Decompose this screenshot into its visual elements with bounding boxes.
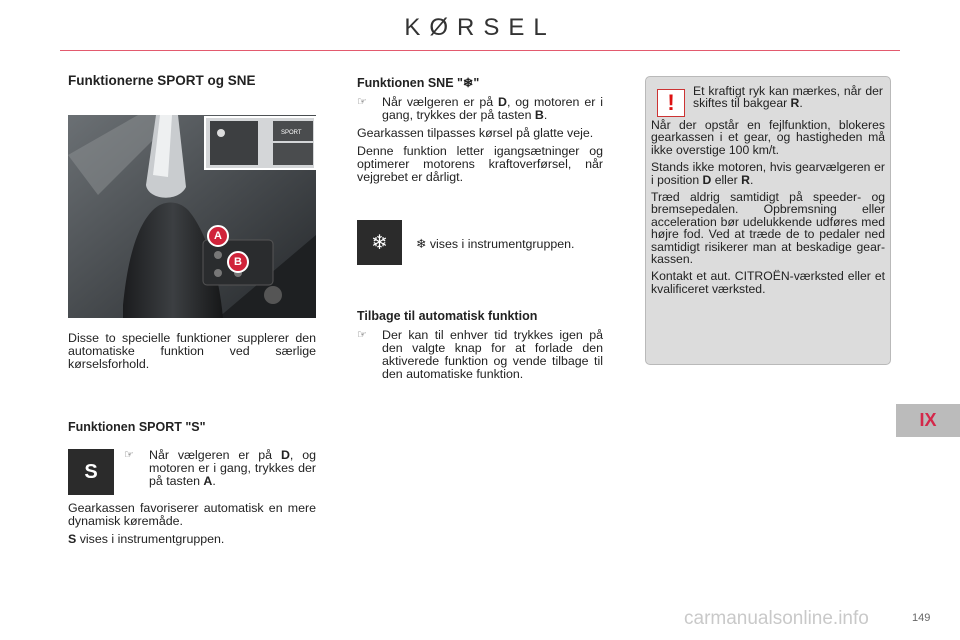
warning-exclamation-icon: ! [657, 89, 685, 117]
chapter-tab: IX [896, 404, 960, 437]
pointing-hand-icon: ☞ [357, 329, 367, 341]
sport-description [68, 502, 316, 546]
back-to-auto-section [357, 309, 603, 381]
warning-para-3: Stands ikke motoren, hvis gearvælgeren er i position D eller R. [651, 160, 885, 187]
warning-para-1: Et kraftigt ryk kan mærkes, når der skiftes til bakgear R. [693, 84, 883, 111]
warning-para-5: Kontakt et aut. CITROËN-værksted eller et kvalificeret værksted. [651, 269, 885, 296]
sne-bullet: ☞ Når vælgeren er på D, og motoren er i gang, trykkes der på tasten B. [357, 95, 603, 122]
sport-heading: Funktionen SPORT "S" [68, 420, 206, 434]
sport-s-icon: S [68, 449, 114, 495]
header-rule [60, 50, 900, 51]
page-title: KØRSEL [404, 14, 556, 41]
sport-section [68, 420, 316, 434]
page-number: 149 [912, 612, 931, 624]
pointing-hand-icon: ☞ [357, 96, 367, 108]
heading-text: Funktionerne SPORT og SNE [68, 73, 256, 88]
warning-para-4: Træd aldrig samtidigt på speeder- og bremsepedalen. Opbremsning eller acceleration bør udelukkende udføres med højre fod. Ved at træde de to pedaler ned samtidigt risikerer man at beskadige gearkassen. [651, 190, 885, 267]
sport-display-line: S vises i instrumentgruppen. [68, 532, 225, 546]
sport-para: Gearkassen favoriserer automatisk en mere dynamisk køremåde. [68, 501, 316, 528]
sne-para-1: Gearkassen tilpasses kørsel på glatte veje. [357, 126, 594, 140]
gear-selector-photo [68, 115, 316, 318]
snowflake-icon: ❄ [357, 220, 402, 265]
sne-display-line: ❄ vises i instrumentgruppen. [416, 237, 575, 251]
pointing-hand-icon: ☞ [124, 449, 134, 461]
photo-sport-label: SPORT [281, 130, 302, 136]
callout-a-badge: A [207, 225, 229, 247]
warning-box [645, 76, 891, 365]
sport-bullet: ☞ Når vælgeren er på D, og motoren er i gang, trykkes der på tasten A. [124, 448, 316, 488]
warning-para-2: Når der opstår en fejlfunktion, blokeres gearkassen i et gear, og hastigheden må ikke overstige 100 km/t. [651, 118, 885, 157]
intro-text: Disse to specielle funktioner supplerer den automatiske funktion ved særlige kørselsforhold. [68, 331, 316, 371]
gear-selector-illustration [68, 115, 316, 318]
section-heading-sport-sne [68, 74, 316, 88]
sne-para-2: Denne funktion letter igangsætninger og optimerer motorens kraftoverførsel, når vejgrebet er dårligt. [357, 144, 603, 184]
back-bullet: ☞ Der kan til enhver tid trykkes igen på den valgte knap for at forlade den aktiverede funktion og vende tilbage til den automatiske funktion. [357, 328, 603, 381]
sne-heading: Funktionen SNE "❄" [357, 76, 480, 90]
intro-paragraph [68, 332, 316, 371]
watermark: carmanualsonline.info [684, 608, 869, 629]
sne-section [357, 75, 603, 184]
back-heading: Tilbage til automatisk funktion [357, 309, 538, 323]
callout-b-badge: B [227, 251, 249, 273]
